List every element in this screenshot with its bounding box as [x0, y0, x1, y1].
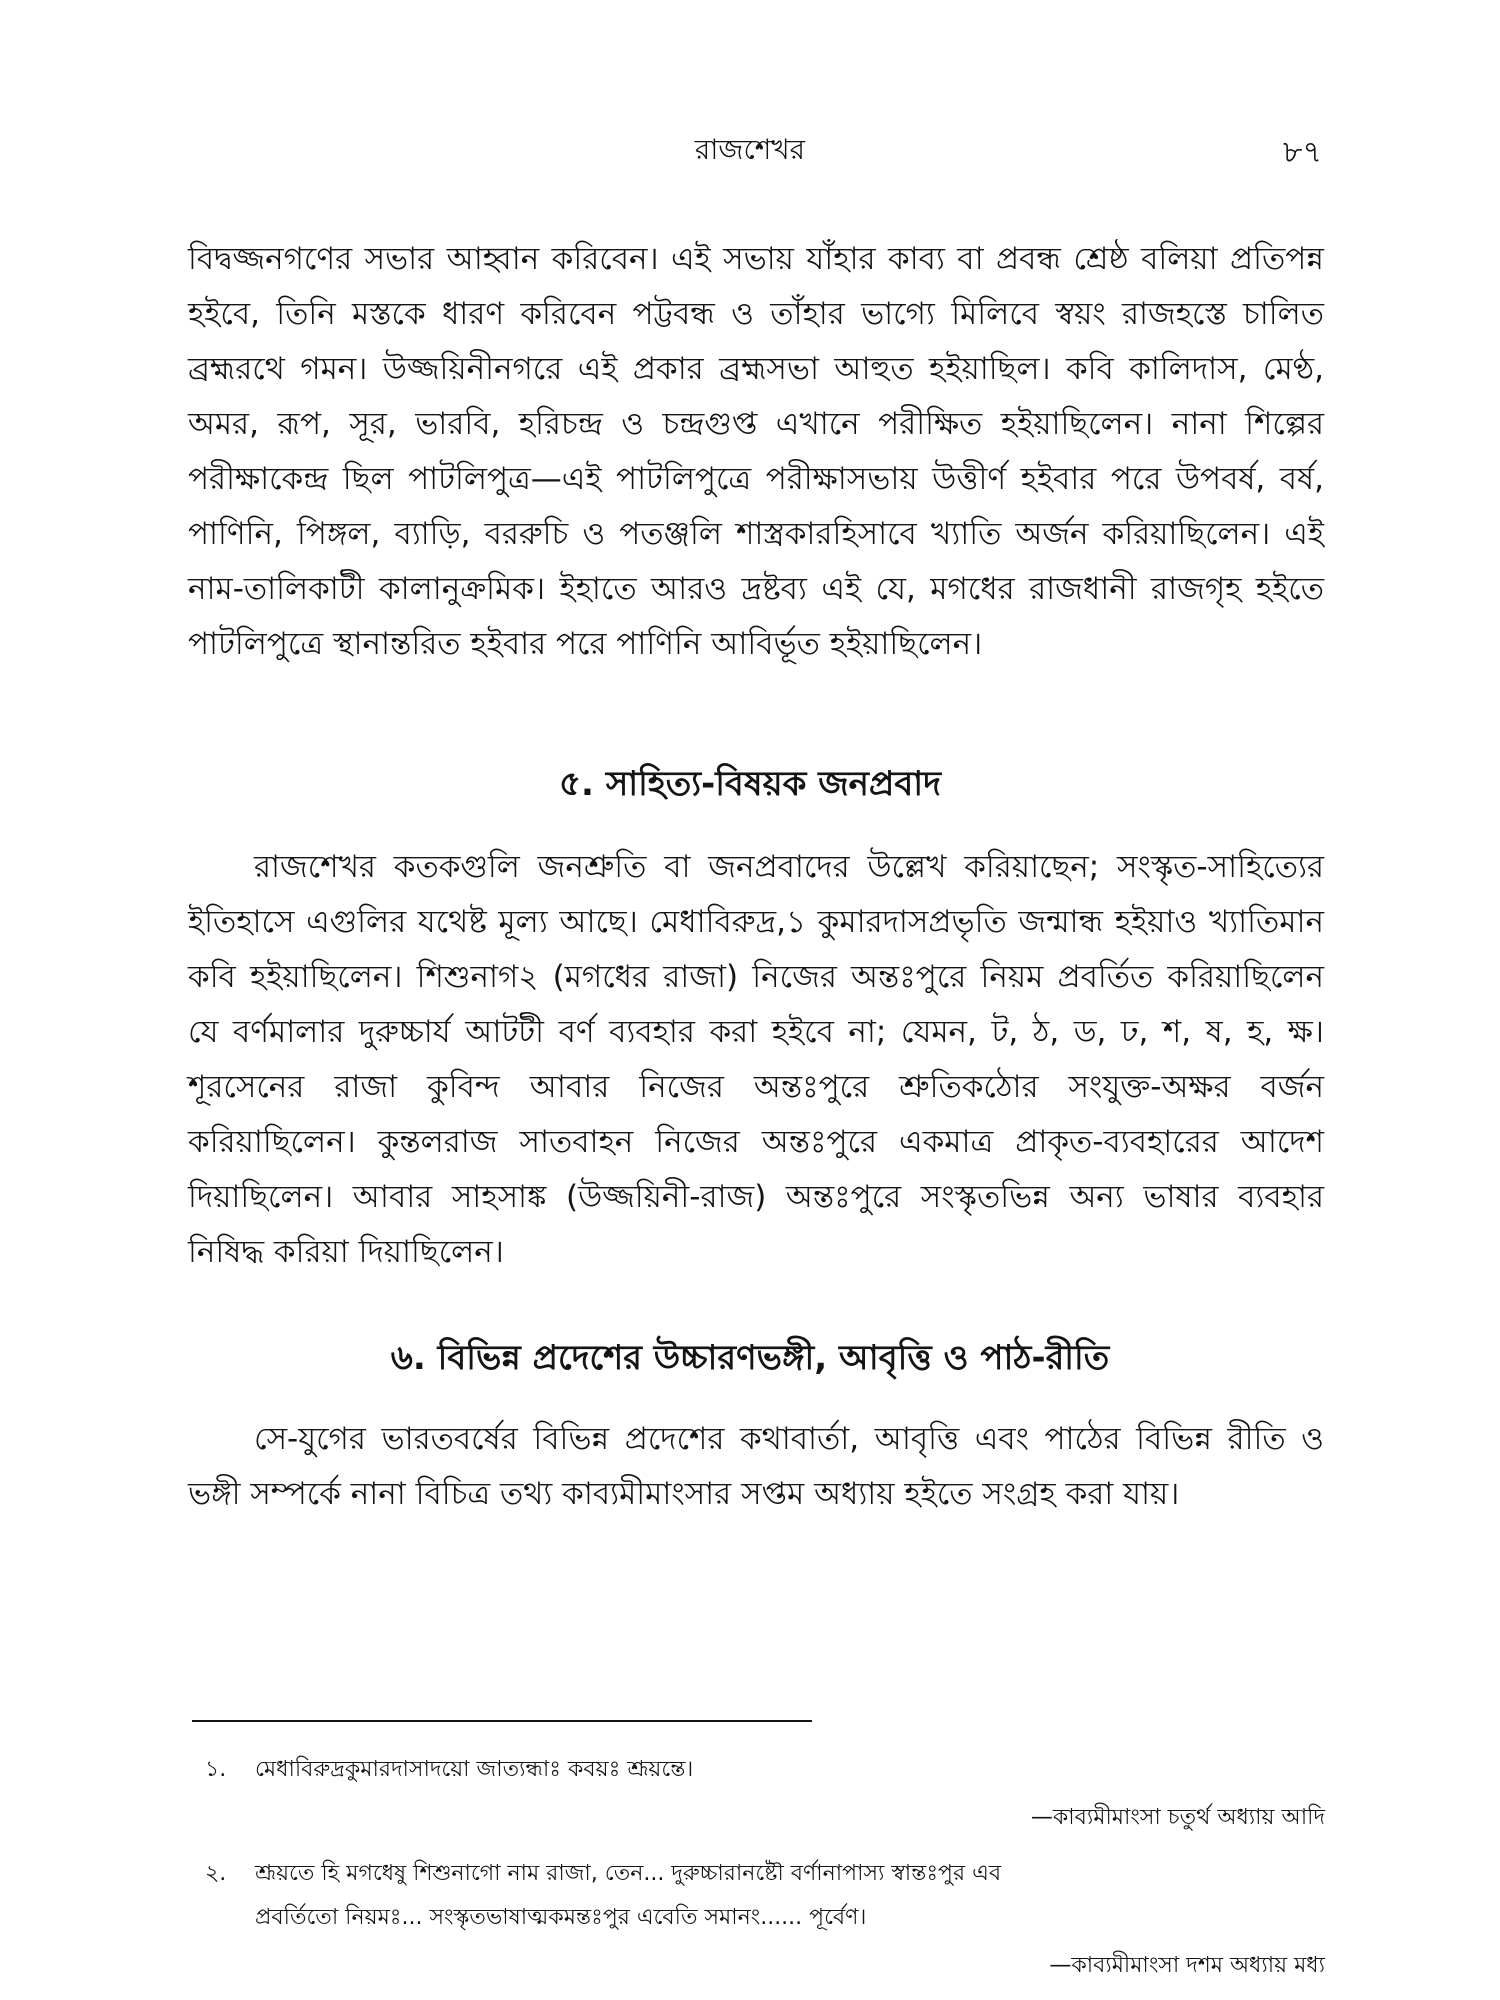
footnote-text: শ্রূয়তে হি মগধেষু শিশুনাগো নাম রাজা, তেন... দুরুচ্চারানষ্টৌ বর্ণানাপাস্য স্বান্তঃপুর এব [255, 1861, 1002, 1886]
section-heading-6: ৬. বিভিন্ন প্রদেশের উচ্চারণভঙ্গী, আবৃত্তি ও পাঠ-রীতি [390, 1338, 1110, 1378]
footnote-number: ১. [205, 1757, 227, 1782]
footnote-number: ২. [205, 1861, 227, 1886]
footnote-text: মেধাবিরুদ্রকুমারদাসাদয়ো জাত্যন্ধাঃ কবয়ঃ শ্রূয়ন্তে। [255, 1757, 694, 1782]
footnote-2 [205, 1852, 1325, 1896]
page-number: ৮৭ [1283, 135, 1322, 170]
paragraph-2: রাজশেখর কতকগুলি জনশ্রুতি বা জনপ্রবাদের উল্লেখ করিয়াছেন; সংস্কৃত-সাহিত্যের ইতিহাসে এগুলির যথেষ্ট মূল্য আছে। মেধাবিরুদ্র,১ কুমারদাসপ্রভৃতি জন্মান্ধ হইয়াও খ্যাতিমান কবি হইয়াছিলেন। শিশুনাগ২ (মগধের রাজা) নিজের অন্তঃপুরে নিয়ম প্রবর্তিত করিয়াছিলেন যে বর্ণমালার দুরুচ্চার্য আটটী বর্ণ ব্যবহার করা হইবে না; যেমন, ট, ঠ, ড, ঢ, শ, ষ, হ, ক্ষ। শূরসেনের রাজা কুবিন্দ আবার নিজের অন্তঃপুরে শ্রুতিকঠোর সংযুক্ত-অক্ষর বর্জন করিয়াছিলেন। কুন্তলরাজ সাতবাহন নিজের অন্তঃপুরে একমাত্র প্রাকৃত-ব্যবহারের আদেশ দিয়াছিলেন। আবার সাহসাঙ্ক (উজ্জয়িনী-রাজ) অন্তঃপুরে সংস্কৃতভিন্ন অন্য ভাষার ব্যবহার নিষিদ্ধ করিয়া দিয়াছিলেন। [188, 849, 1324, 1270]
section-heading-5: ৫. সাহিত্য-বিষয়ক জনপ্রবাদ [559, 764, 941, 804]
footnote-source: —কাব্যমীমাংসা দশম অধ্যায় মধ্য [1049, 1953, 1325, 1978]
footnote-source: —কাব্যমীমাংসা চতুর্থ অধ্যায় আদি [1030, 1805, 1325, 1830]
paragraph-1: বিদ্বজ্জনগণের সভার আহ্বান করিবেন। এই সভায় যাঁহার কাব্য বা প্রবন্ধ শ্রেষ্ঠ বলিয়া প্রতিপন্ন হইবে, তিনি মস্তকে ধারণ করিবেন পট্টবন্ধ ও তাঁহার ভাগ্যে মিলিবে স্বয়ং রাজহস্তে চালিত ব্রহ্মরথে গমন। উজ্জয়িনীনগরে এই প্রকার ব্রহ্মসভা আহুত হইয়াছিল। কবি কালিদাস, মেণ্ঠ, অমর, রূপ, সূর, ভারবি, হরিচন্দ্র ও চন্দ্রগুপ্ত এখানে পরীক্ষিত হইয়াছিলেন। নানা শিল্পের পরীক্ষাকেন্দ্র ছিল পাটলিপুত্র—এই পাটলিপুত্রে পরীক্ষাসভায় উত্তীর্ণ হইবার পরে উপবর্ষ, বর্ষ, পাণিনি, পিঙ্গল, ব্যাড়ি, বররুচি ও পতঞ্জলি শাস্ত্রকারহিসাবে খ্যাতি অর্জন করিয়াছিলেন। এই নাম-তালিকাটী কালানুক্রমিক। ইহাতে আরও দ্রষ্টব্য এই যে, মগধের রাজধানী রাজগৃহ হইতে পাটলিপুত্রে স্থানান্তরিত হইবার পরে পাণিনি আবির্ভূত হইয়াছিলেন। [188, 241, 1324, 662]
running-header: রাজশেখর [694, 133, 806, 166]
footnote-divider [192, 1720, 812, 1722]
footnote-text-continued: প্রবর্তিতো নিয়মঃ... সংস্কৃতভাষাত্মকমন্তঃপুর এবেতি সমানং...... পূর্বেণ। [255, 1905, 867, 1930]
footnote-1 [205, 1748, 1325, 1792]
paragraph-3: সে-যুগের ভারতবর্ষের বিভিন্ন প্রদেশের কথাবার্তা, আবৃত্তি এবং পাঠের বিভিন্ন রীতি ও ভঙ্গী সম্পর্কে নানা বিচিত্র তথ্য কাব্যমীমাংসার সপ্তম অধ্যায় হইতে সংগ্রহ করা যায়। [188, 1421, 1324, 1512]
